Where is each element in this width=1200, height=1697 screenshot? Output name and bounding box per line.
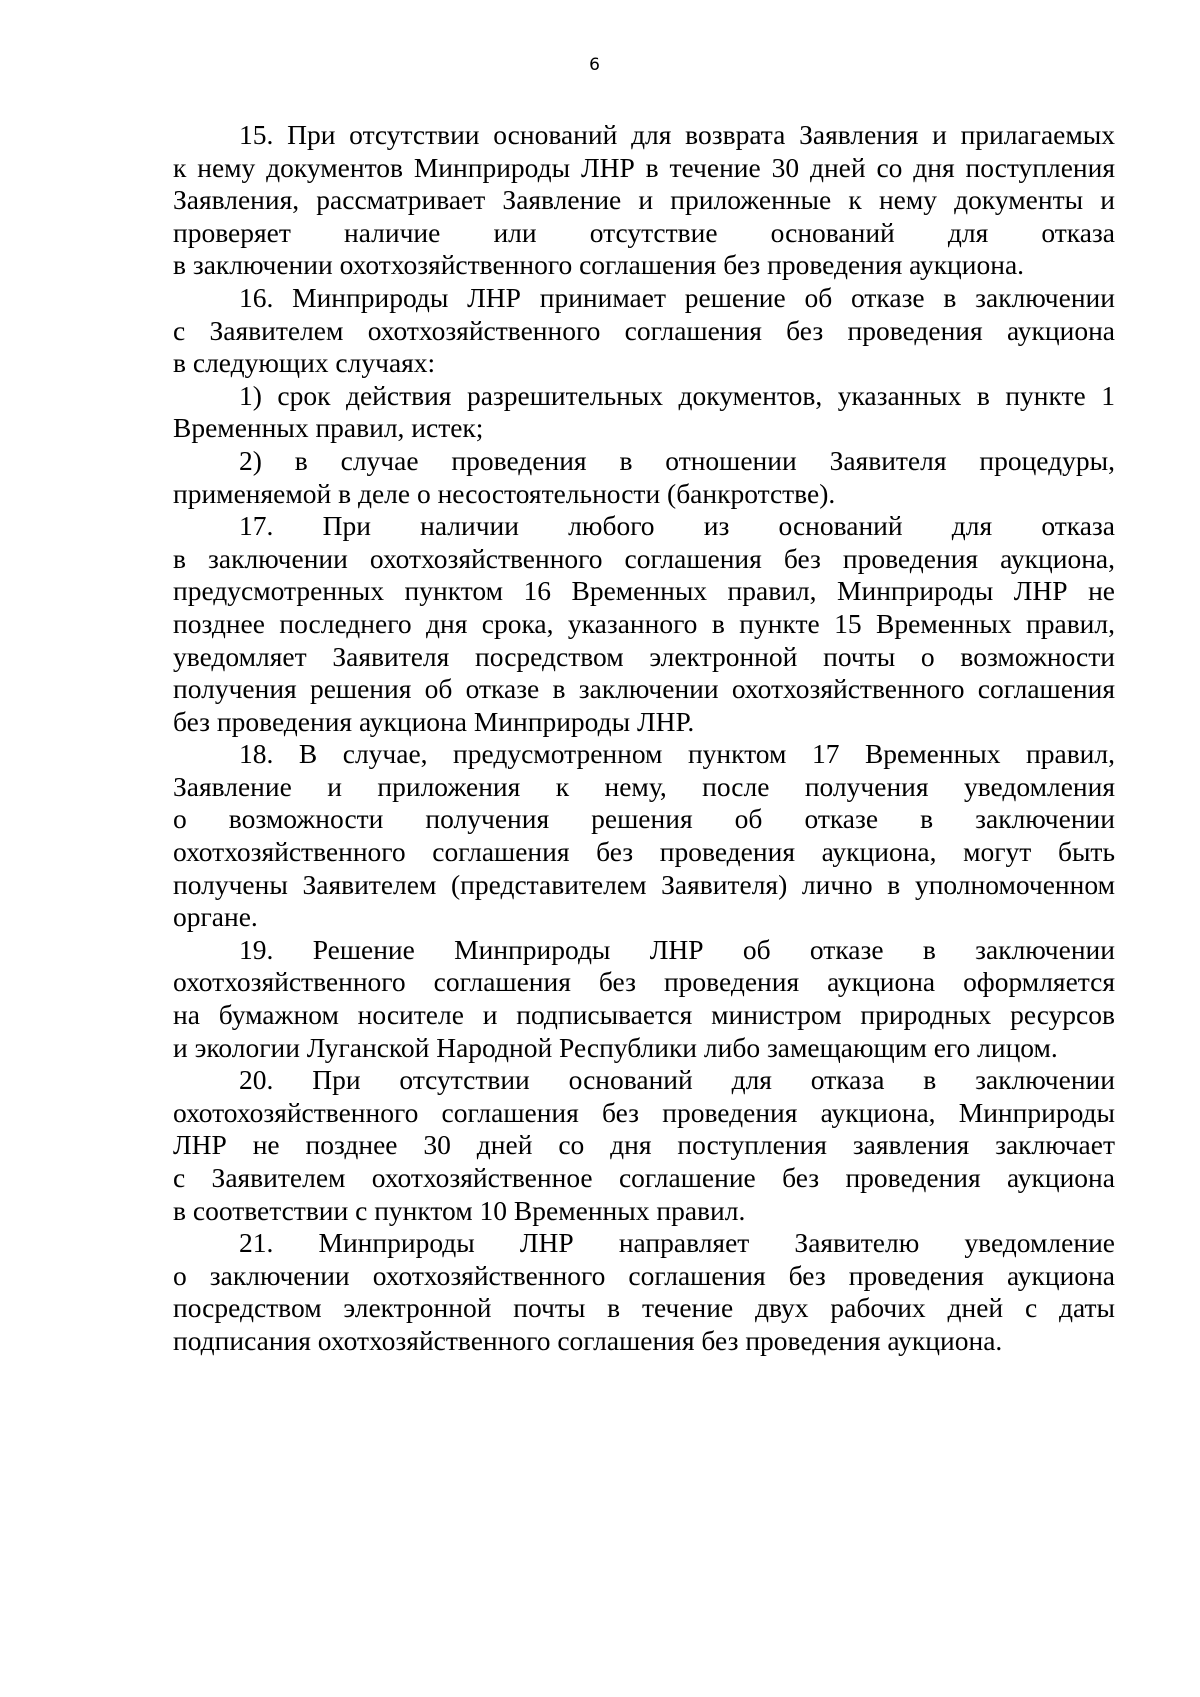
text-line: 20. При отсутствии оснований для отказа в заключении	[239, 1064, 1115, 1096]
text-line: 15. При отсутствии оснований для возврата Заявления и прилагаемых	[239, 119, 1115, 150]
text-line: 2) в случае проведения в отношении Заявителя процедуры,	[239, 444, 1115, 476]
document-body	[173, 119, 1115, 1358]
text-line: 18. В случае, предусмотренном пунктом 17 Временных правил,	[239, 738, 1115, 770]
paragraph	[173, 1064, 1115, 1227]
text-line: в соответствии с пунктом 10 Временных правил.	[173, 1194, 746, 1226]
text-line: охотхозяйственного соглашения без проведения аукциона оформляется	[173, 966, 1115, 998]
text-line: с Заявителем охотхозяйственное соглашение без проведения аукциона	[173, 1162, 1115, 1193]
text-line: 19. Решение Минприроды ЛНР об отказе в заключении	[239, 933, 1115, 965]
text-line: органе.	[173, 901, 258, 933]
text-line: посредством электронной почты в течение двух рабочих дней с даты	[173, 1292, 1115, 1324]
paragraph	[173, 510, 1115, 738]
text-line: получения решения об отказе в заключении охотхозяйственного соглашения	[173, 673, 1115, 705]
paragraph	[173, 738, 1115, 934]
text-line: Заявление и приложения к нему, после получения уведомления	[173, 770, 1115, 802]
paragraph	[173, 119, 1115, 282]
text-line: применяемой в деле о несостоятельности (банкротстве).	[173, 477, 836, 509]
text-line: подписания охотхозяйственного соглашения без проведения аукциона.	[173, 1324, 1003, 1356]
text-line: предусмотренных пунктом 16 Временных правил, Минприроды ЛНР не	[173, 575, 1115, 607]
text-line: Временных правил, истек;	[173, 412, 484, 444]
text-line: 21. Минприроды ЛНР направляет Заявителю уведомление	[239, 1227, 1115, 1259]
text-line: о заключении охотхозяйственного соглашения без проведения аукциона	[173, 1259, 1115, 1291]
text-line: уведомляет Заявителя посредством электронной почты о возможности	[173, 640, 1115, 672]
text-line: проверяет наличие или отсутствие оснований для отказа	[173, 216, 1115, 248]
text-line: в заключении охотхозяйственного соглашения без проведения аукциона,	[173, 542, 1115, 574]
page-number: 6	[589, 55, 600, 75]
text-line: 16. Минприроды ЛНР принимает решение об отказе в заключении	[239, 281, 1115, 313]
text-line: на бумажном носителе и подписывается министром природных ресурсов	[173, 999, 1115, 1031]
text-line: в следующих случаях:	[173, 347, 436, 379]
text-line: получены Заявителем (представителем Заявителя) лично в уполномоченном	[173, 868, 1115, 900]
text-line: к нему документов Минприроды ЛНР в течение 30 дней со дня поступления	[173, 151, 1115, 183]
text-line: 17. При наличии любого из оснований для отказа	[239, 510, 1115, 542]
text-line: в заключении охотхозяйственного соглашения без проведения аукциона.	[173, 249, 1025, 281]
text-line: охотхозяйственного соглашения без проведения аукциона, могут быть	[173, 836, 1115, 868]
text-line: и экологии Луганской Народной Республики либо замещающим его лицом.	[173, 1031, 1058, 1063]
text-line: о возможности получения решения об отказе в заключении	[173, 803, 1115, 835]
text-line: Заявления, рассматривает Заявление и приложенные к нему документы и	[173, 184, 1115, 216]
paragraph	[173, 1227, 1115, 1357]
text-line: охотохозяйственного соглашения без проведения аукциона, Минприроды	[173, 1096, 1115, 1128]
text-line: 1) срок действия разрешительных документов, указанных в пункте 1	[239, 379, 1115, 411]
text-line: позднее последнего дня срока, указанного в пункте 15 Временных правил,	[173, 607, 1115, 639]
paragraph	[173, 445, 1115, 510]
text-line: ЛНР не позднее 30 дней со дня поступления заявления заключает	[173, 1129, 1115, 1161]
paragraph	[173, 282, 1115, 380]
paragraph	[173, 934, 1115, 1064]
text-line: с Заявителем охотхозяйственного соглашения без проведения аукциона	[173, 314, 1115, 346]
text-line: без проведения аукциона Минприроды ЛНР.	[173, 705, 695, 737]
paragraph	[173, 380, 1115, 445]
